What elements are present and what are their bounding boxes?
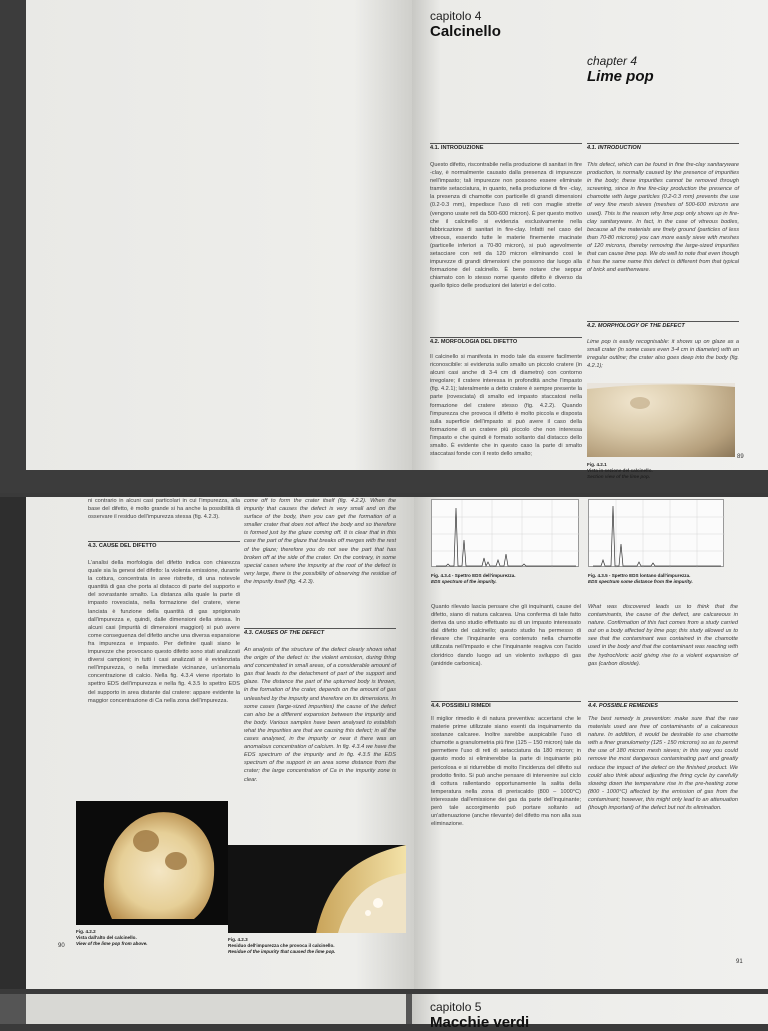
rule (588, 701, 738, 702)
body-text-4-3-en: An analysis of the structure of the defect clearly shows what the origin of the defect is: the violent emission, during firing and concentrated in small areas, of a considerable amount of gas that leads to the detachment of part of the support and glaze. The distance the part of the upturned body is thrown, in the formation of the crater, depends on the amount of gas unleashed by the impurity and therefore on its dimensions. In some cases (large-sized impurities) the cause of the defect can also be a different expansion between the impurity and the body. Various samples have been analysed to establish what the impurities are that are causing this defect; in all the cases analysed, in the impurity or near it there was an anomalous concentration of calcium. In fig. 4.3.4 we have the EDS spectrum of the impurity and in fig. 4.3.5 the EDS spectrum of the support in an area some distance from the crater; the large concentration of Ca in the impurity zone is clear. (244, 647, 396, 783)
body-text-4-1-en: This defect, which can be found in fine fire-clay sanitaryware production, is normally caused by the presence of impurities in the body; these impurities cannot be removed through screening, since in fine fire-clay production the presence of chamotte with large particles (0.2-0.3 mm) prevents the use of very fine mesh sieves (meshes of 500-600 microns are used). This is the reason why lime pop only shows up in fire-clay sanitaryware. In fact, in the case of vitreous bodies, because all the materials are finely ground (particles of less than 70-80 microns) you can more easily sieve with meshes of 120 microns, thereby removing the large-sized impurities that can cause lime pop. We do well to note that even though it has the same name this defect is different from that typical of brick and earthenware. (587, 162, 739, 274)
caption-it: Residuo dell'impurezza che provoca il calcinello. (228, 943, 335, 948)
book-spread-1 (0, 0, 768, 493)
rule (431, 701, 581, 702)
body-text-4-3-it: L'analisi della morfologia del difetto indica con chiarezza quale sia la genesi del difetto: la violenta emissione, durante la cottura, concentrata in aree ristrette, di una notevole quantità di gas che porta al distacco di parte del supporto e del sovrastante smalto. La distanza alla quale la parte di impasto rovesciata, nella formazione del cratere, viene lanciata è funzione della quantità di gas sprigionato dall'impurezza e, quindi, dalle dimensioni della stessa. In alcuni casi (impurità di dimensioni maggiori) si può avere come conseguenza del difetto anche una diversa espansione fra impurezza e impasto. Per definire quali siano le impurezze che provocano questo difetto sono stati analizzati diversi campioni; in tutti i casi analizzati si è evidenziata nell'impurezza, o nella immediate vicinanze, un'anomala concentrazione di calcio. Nella fig. 4.3.4 viene riportato lo spettro EDS dell'impurezza e nella fig. 4.3.5 lo spettro EDS del supporto in area distante dal cratere: appare evidente la maggior concentrazione di Ca nella zona dell'impurezza. (88, 560, 240, 704)
body-text-partial-it: ni contrario in alcuni casi particolari in cui l'impurezza, alla base del difetto, è molto grande si ha anche la possibilità di osservare il residuo dell'impurezza stessa (fig. 4.2.3). (88, 498, 240, 521)
caption-en: View of the lime pop from above. (76, 941, 148, 946)
photo-impurity-residue (228, 845, 406, 933)
body-text-4-4-it: Il miglior rimedio è di natura preventiva: accertarsi che le materie prime utilizzate siano esenti da inquinamento da sostanze calcaree. Inoltre sarebbe auspicabile l'uso di chamotte a granulometria più fine (125 – 150 micron) tale da permettere l'uso di reti di setacciatura da 180 micron; in questo modo si eliminerebbe la parte di inquinante più pericolosa e si ridurrebbe di molto l'incidenza del difetto sul prodotto finito. Si può anche pensare di intervenire sul ciclo di cottura rallentando opportunamente la salita della temperatura nella zona di preriscaldo (800 – 1000°C) interessate dall'emissione dei gas da parte dell'inquinante; però tale accorgimento può portare soltanto ad un'attenuazione (anche rilevante) del difetto ma non alla sua eliminazione. (431, 716, 581, 828)
rule (430, 337, 582, 338)
section-heading-4-1-en: 4.1. INTRODUCTION (587, 145, 641, 151)
caption-it: Fig. 4.3.4 - Spettro EDS dell'impurezza. (431, 573, 516, 578)
caption-en: EDS spectrum of the impurity. (431, 579, 497, 584)
book-spread-2 (0, 497, 768, 989)
figure-caption-4-2-1 (587, 462, 653, 480)
body-text-4-2-it: Il calcinello si manifesta in modo tale da essere facilmente riconoscibile: si evidenzia sullo smalto un piccolo cratere (in alcuni casi anche di 3-4 cm di diametro) con contorno irregolare; il cratere interessa in profondità anche l'impasto (fig. 4.2.1); lateralmente a detto cratere è sempre presente la parte (rovesciata) di smalto ed impasto staccatosi nella formazione del cratere stesso (fig. 4.2.2). Quando l'impurezza che provoca il difetto è molto piccola e disposta sulla superficie dell'impasto si può avere il caso della formazione di un cratere più piccolo che non interessa l'impasto e che quindi è formato soltanto dal distacco dello smalto. È evidente che in questo caso la parte di smalto staccatasi fonde con il resto dello smalto; (430, 354, 582, 458)
caption-fig-number: Fig. 4.2.2 (76, 929, 96, 934)
caption-en: Section view of the lime pop. (587, 474, 651, 479)
section-heading-4-3-it: 4.3. CAUSE DEL DIFETTO (88, 543, 157, 549)
caption-it: Vista in sezione del calcinello. (587, 468, 653, 473)
body-text-conclusion-en: What was discovered leads us to think that the contaminants, the cause of the defect, are calcareous in nature. Confirmation of this fact comes from a study carried out on a body affected by lime pop; this study allowed us to see that the contaminant was contained in the chamotte used in the body and that the contaminant was reacting with the hydrochloric acid giving rise to a violent expansion of gas (carbon dioxide). (588, 604, 738, 667)
chapter-title-it: Macchie verdi (430, 1014, 530, 1031)
right-page-91 (414, 497, 768, 989)
eds-spectrum-support (588, 499, 724, 567)
section-heading-4-4-it: 4.4. POSSIBILI RIMEDI (431, 703, 491, 709)
left-page-90 (26, 497, 414, 989)
book-spread-3 (0, 994, 768, 1031)
chapter-label-it: capitolo 5 (430, 1000, 482, 1014)
caption-fig-number: Fig. 4.2.3 (228, 937, 248, 942)
figure-caption-4-3-4 (431, 573, 516, 585)
photo-lime-pop-section (587, 383, 735, 457)
section-heading-4-2-en: 4.2. MORPHOLOGY OF THE DEFECT (587, 323, 685, 329)
section-heading-4-1-it: 4.1. INTRODUZIONE (430, 145, 484, 151)
body-text-conclusion-it: Quanto rilevato lascia pensare che gli inquinanti, cause del difetto, siano di natura calcarea. Una conferma di tale fatto deriva da uno studio effettuato su di un impasto interessato dal difetto del calcinello; questo studio ha permesso di rilevare che l'inquinante era contenuto nella chamotte utilizzata nell'impasto e che l'inquinante reagiva con l'acido cloridrico dando luogo ad un violento sviluppo di gas (anidride carbonica). (431, 604, 581, 667)
page-number: 90 (58, 943, 65, 949)
body-text-partial-en: come off to form the crater itself (fig. 4.2.2). When the impurity that causes the defect is very small and on the surface of the body, then you can get the formation of a smaller crater that does not affect the body and so therefore is formed just by the glaze coming off. It is clear that in this case the part of the glaze that breaks off merges with the rest of the glaze; therefore you do not see the part that has broken off at the side of the crater. On the contrary, in some special cases where the impurity at the root of the defect is very large, there is the possibility of observing the residue of the impurity itself (fig. 4.2.3). (244, 498, 396, 585)
rule (244, 628, 396, 629)
rule (587, 143, 739, 144)
section-heading-4-2-it: 4.2. MORFOLOGIA DEL DIFETTO (430, 339, 518, 345)
section-heading-4-4-en: 4.4. POSSIBLE REMEDIES (588, 703, 658, 709)
caption-en: Residue of the impurity that caused the lime pop. (228, 949, 336, 954)
figure-caption-4-2-3 (228, 937, 335, 955)
rule (587, 321, 739, 322)
body-text-4-4-en: The best remedy is prevention: make sure that the raw materials used are free of contaminants of a calcareous nature. In addition, it would be desirable to use chamotte with a finer granulometry (125 - 150 microns) so as to permit the use of 180 micron mesh sieves; in this way you could remove the most dangerous contaminating part and greatly reduce the impact of the defect on the finished product. We could also think about adjusting the firing cycle by carefully slowing down the temperature rise in the pre-heating zone (800 - 1000°C) affected by the emission of gas from the contaminant; however, this might only lead to an attenuation (though important) of the defect but not its elimination. (588, 716, 738, 812)
caption-it: Fig. 4.3.5 - Spettro EDS lontano dall'impurezza. (588, 573, 691, 578)
caption-it: Vista dall'alto del calcinello. (76, 935, 137, 940)
page-number: 89 (737, 454, 744, 460)
right-page-cropped (412, 994, 768, 1031)
figure-caption-4-2-2 (76, 929, 148, 947)
body-text-4-1-it: Questo difetto, riscontrabile nella produzione di sanitari in fire -clay, è normalmente causato dalla presenza di impurezze nell'impasto; tali impurezze non possono essere eliminate tramite setacciatura, in quanto, nella produzione di fire -clay, la presenza di chamotte con particelle di grandi dimensioni (0.2-0.3 mm), impedisce l'uso di reti con maglie strette (vengono usate reti da 500-600 micron). È per questo motivo che il calcinello si evidenzia esclusivamente nella fabbricazione di sanitari in fire-clay. Infatti nel caso del vitreous, essendo tutte le materie finemente macinate (particelle inferiori a 70-80 micron), si può agevolmente setacciare con reti da 120 micron eliminando così le impurezze di grandi dimensioni che possono dar luogo alla formazione del calcinello. È bene notare che seppur chiamato con lo stesso nome questo difetto è diverso da quello tipico delle produzioni dei laterizi e del cotto. (430, 162, 582, 290)
caption-en: EDS spectrum some distance from the impurity. (588, 579, 693, 584)
section-heading-4-3-en: 4.3. CAUSES OF THE DEFECT (244, 630, 325, 636)
chapter-label-en: chapter 4 (587, 54, 638, 68)
eds-spectrum-impurity (431, 499, 579, 567)
caption-fig-number: Fig. 4.2.1 (587, 462, 607, 467)
body-text-4-2-en: Lime pop is easily recognisable: it shows up on glaze as a small crater (in some cases even 3-4 cm in diameter) with an irregular outline; the crater also goes deep into the body (fig. 4.2.1); (587, 339, 739, 370)
right-page-89 (412, 0, 768, 479)
chapter-title-it: Calcinello (430, 23, 501, 40)
page-number: 91 (736, 959, 743, 965)
left-page-cropped (26, 994, 406, 1024)
rule (88, 541, 240, 542)
figure-caption-4-3-5 (588, 573, 693, 585)
photo-lime-pop-above (76, 801, 228, 925)
chapter-label-it: capitolo 4 (430, 9, 482, 23)
rule (430, 143, 582, 144)
left-page-blank (26, 0, 412, 470)
chapter-title-en: Lime pop (587, 68, 654, 85)
